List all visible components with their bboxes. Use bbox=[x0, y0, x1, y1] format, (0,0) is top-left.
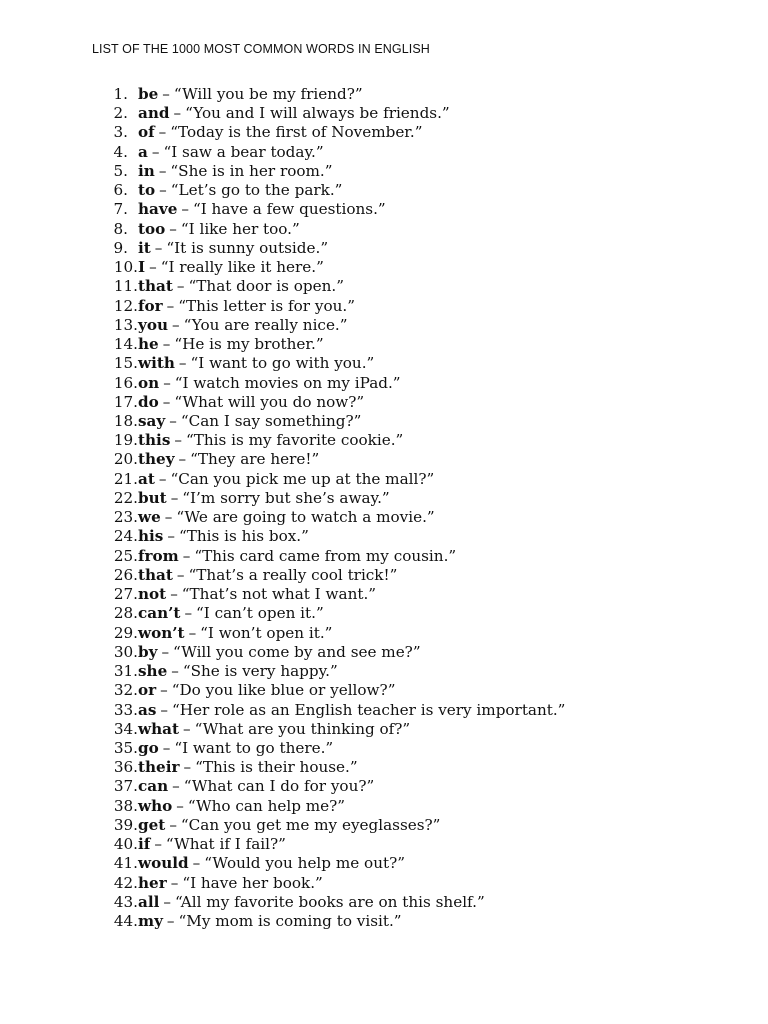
entry-word: a bbox=[138, 142, 148, 161]
list-item bbox=[92, 585, 565, 604]
list-item bbox=[92, 854, 565, 873]
entry-example: “I want to go there.” bbox=[174, 738, 334, 757]
entry-word: that bbox=[138, 565, 173, 584]
list-item bbox=[92, 566, 565, 585]
entry-dash: – bbox=[160, 700, 168, 719]
list-item bbox=[92, 258, 565, 277]
entry-example: “I have a few questions.” bbox=[192, 200, 386, 219]
entry-word: from bbox=[138, 546, 179, 565]
entry-dash: – bbox=[163, 373, 171, 392]
entry-dash: – bbox=[173, 104, 182, 123]
list-item bbox=[92, 354, 565, 373]
entry-word: would bbox=[138, 854, 189, 873]
entry-word: do bbox=[138, 392, 159, 411]
entry-number: 34. bbox=[113, 719, 138, 738]
entry-number: 23. bbox=[113, 508, 138, 527]
entry-number: 26. bbox=[113, 565, 138, 584]
entry-dash: – bbox=[178, 354, 187, 373]
entry-example: “Can you pick me up at the mall?” bbox=[170, 469, 435, 488]
entry-number: 17. bbox=[113, 392, 138, 411]
list-item bbox=[92, 297, 565, 316]
entry-number: 36. bbox=[113, 758, 138, 777]
list-item bbox=[92, 489, 565, 508]
entry-dash: – bbox=[170, 873, 179, 892]
entry-word: it bbox=[138, 238, 151, 257]
entry-example: “I can’t open it.” bbox=[196, 604, 324, 623]
entry-example: “That’s a really cool trick!” bbox=[188, 565, 398, 584]
list-item bbox=[92, 220, 565, 239]
entry-dash: – bbox=[169, 815, 177, 834]
entry-dash: – bbox=[164, 508, 173, 527]
list-item bbox=[92, 162, 565, 181]
entry-number: 38. bbox=[113, 796, 138, 815]
entry-dash: – bbox=[158, 469, 167, 488]
entry-word: all bbox=[138, 892, 160, 911]
entry-example: “This letter is for you.” bbox=[178, 296, 355, 315]
entry-dash: – bbox=[161, 642, 170, 661]
entry-number: 35. bbox=[113, 738, 138, 757]
list-item bbox=[92, 624, 565, 643]
list-item bbox=[92, 200, 565, 219]
entry-number: 10. bbox=[113, 258, 138, 277]
list-item bbox=[92, 835, 565, 854]
entry-word: too bbox=[138, 219, 166, 238]
entry-number: 29. bbox=[113, 623, 138, 642]
entry-number: 12. bbox=[113, 296, 138, 315]
entry-word: not bbox=[138, 585, 167, 604]
entry-number: 27. bbox=[113, 585, 138, 604]
entry-dash: – bbox=[184, 604, 193, 623]
list-item bbox=[92, 604, 565, 623]
entry-word: his bbox=[138, 527, 164, 546]
entry-example: “I watch movies on my iPad.” bbox=[174, 373, 401, 392]
entry-dash: – bbox=[174, 431, 182, 450]
entry-word: that bbox=[138, 277, 173, 296]
list-item bbox=[92, 277, 565, 296]
entry-example: “Would you help me out?” bbox=[204, 854, 405, 873]
entry-number: 18. bbox=[113, 411, 138, 430]
entry-example: “You and I will always be friends.” bbox=[185, 104, 450, 123]
entry-number: 4. bbox=[113, 142, 128, 161]
list-item bbox=[92, 739, 565, 758]
entry-word: who bbox=[138, 796, 173, 815]
list-item bbox=[92, 181, 565, 200]
entry-dash: – bbox=[167, 527, 175, 546]
entry-dash: – bbox=[169, 411, 177, 430]
list-item bbox=[92, 316, 565, 335]
entry-dash: – bbox=[159, 181, 167, 200]
entry-example: “That’s not what I want.” bbox=[181, 585, 377, 604]
entry-example: “This is his box.” bbox=[178, 527, 309, 546]
entry-dash: – bbox=[188, 623, 197, 642]
entry-dash: – bbox=[182, 546, 191, 565]
entry-example: “You are really nice.” bbox=[183, 315, 348, 334]
entry-dash: – bbox=[162, 85, 170, 103]
entry-dash: – bbox=[182, 719, 191, 738]
entry-example: “Today is the first of November.” bbox=[170, 123, 423, 142]
list-item bbox=[92, 123, 565, 142]
entry-example: “Who can help me?” bbox=[187, 796, 346, 815]
entry-word: to bbox=[138, 181, 156, 200]
list-item bbox=[92, 797, 565, 816]
entry-number: 44. bbox=[113, 912, 138, 931]
entry-dash: – bbox=[170, 488, 179, 507]
entry-word: my bbox=[138, 912, 163, 931]
entry-word: they bbox=[138, 450, 175, 469]
entry-example: “All my favorite books are on this shelf.” bbox=[174, 892, 485, 911]
list-item bbox=[92, 547, 565, 566]
entry-example: “What if I fail?” bbox=[165, 835, 286, 854]
entry-word: have bbox=[138, 200, 178, 219]
entry-word: can’t bbox=[138, 604, 181, 623]
entry-example: “What can I do for you?” bbox=[183, 777, 375, 796]
entry-word: in bbox=[138, 161, 155, 180]
entry-number: 20. bbox=[113, 450, 138, 469]
entry-example: “We are going to watch a movie.” bbox=[176, 508, 435, 527]
entry-example: “This is my favorite cookie.” bbox=[185, 431, 404, 450]
entry-word: we bbox=[138, 508, 161, 527]
entry-example: “I saw a bear today.” bbox=[163, 142, 324, 161]
entry-number: 22. bbox=[113, 488, 138, 507]
entry-dash: – bbox=[162, 335, 171, 354]
entry-number: 1. bbox=[113, 85, 128, 103]
list-item bbox=[92, 643, 565, 662]
entry-dash: – bbox=[169, 219, 177, 238]
entry-example: “She is very happy.” bbox=[182, 662, 338, 681]
entry-word: of bbox=[138, 123, 155, 142]
entry-example: “What will you do now?” bbox=[174, 392, 365, 411]
entry-example: “Can I say something?” bbox=[180, 411, 362, 430]
entry-word: get bbox=[138, 815, 166, 834]
entry-word: on bbox=[138, 373, 160, 392]
entry-word: by bbox=[138, 642, 158, 661]
entry-dash: – bbox=[162, 738, 171, 757]
entry-number: 13. bbox=[113, 315, 138, 334]
entry-dash: – bbox=[181, 200, 189, 219]
entry-example: “She is in her room.” bbox=[170, 161, 333, 180]
entry-example: “He is my brother.” bbox=[174, 335, 324, 354]
entry-dash: – bbox=[176, 565, 185, 584]
entry-number: 24. bbox=[113, 527, 138, 546]
entry-word: she bbox=[138, 662, 168, 681]
entry-number: 33. bbox=[113, 700, 138, 719]
entry-dash: – bbox=[166, 296, 175, 315]
entry-example: “Her role as an English teacher is very important.” bbox=[172, 700, 566, 719]
entry-dash: – bbox=[171, 662, 179, 681]
entry-word: their bbox=[138, 758, 180, 777]
list-item bbox=[92, 893, 565, 912]
entry-dash: – bbox=[158, 123, 167, 142]
entry-number: 28. bbox=[113, 604, 138, 623]
entry-number: 3. bbox=[113, 123, 128, 142]
entry-number: 5. bbox=[113, 161, 128, 180]
list-item bbox=[92, 777, 565, 796]
entry-number: 6. bbox=[113, 181, 128, 200]
entry-number: 39. bbox=[113, 815, 138, 834]
entry-number: 43. bbox=[113, 892, 138, 911]
entry-dash: – bbox=[154, 238, 163, 257]
list-item bbox=[92, 104, 565, 123]
entry-number: 40. bbox=[113, 835, 138, 854]
entry-dash: – bbox=[166, 912, 175, 931]
entry-word: can bbox=[138, 777, 169, 796]
entry-example: “Will you come by and see me?” bbox=[173, 642, 421, 661]
list-item bbox=[92, 816, 565, 835]
list-item bbox=[92, 720, 565, 739]
entry-example: “I like her too.” bbox=[180, 219, 300, 238]
entry-example: “They are here!” bbox=[190, 450, 320, 469]
entry-word: say bbox=[138, 411, 166, 430]
entry-example: “Let’s go to the park.” bbox=[170, 181, 343, 200]
entry-dash: – bbox=[172, 315, 180, 334]
entry-dash: – bbox=[154, 835, 162, 854]
list-item bbox=[92, 662, 565, 681]
entry-number: 41. bbox=[113, 854, 138, 873]
entry-number: 16. bbox=[113, 373, 138, 392]
entry-example: “Will you be my friend?” bbox=[173, 85, 363, 103]
list-item bbox=[92, 143, 565, 162]
entry-number: 37. bbox=[113, 777, 138, 796]
entry-example: “I really like it here.” bbox=[160, 258, 324, 277]
entry-number: 7. bbox=[113, 200, 128, 219]
list-item bbox=[92, 527, 565, 546]
entry-word: won’t bbox=[138, 623, 185, 642]
entry-dash: – bbox=[178, 450, 187, 469]
list-item bbox=[92, 450, 565, 469]
entry-number: 21. bbox=[113, 469, 138, 488]
entry-number: 25. bbox=[113, 546, 138, 565]
list-item bbox=[92, 874, 565, 893]
entry-word: with bbox=[138, 354, 175, 373]
list-item bbox=[92, 470, 565, 489]
list-item bbox=[92, 374, 565, 393]
entry-word: what bbox=[138, 719, 179, 738]
entry-dash: – bbox=[163, 892, 171, 911]
entry-number: 14. bbox=[113, 335, 138, 354]
entry-word: go bbox=[138, 738, 159, 757]
list-item bbox=[92, 239, 565, 258]
entry-example: “It is sunny outside.” bbox=[166, 238, 329, 257]
entry-example: “I’m sorry but she’s away.” bbox=[182, 488, 390, 507]
entry-example: “I have her book.” bbox=[182, 873, 323, 892]
entry-example: “I want to go with you.” bbox=[190, 354, 375, 373]
entry-number: 42. bbox=[113, 873, 138, 892]
entry-word: at bbox=[138, 469, 155, 488]
entry-word: I bbox=[138, 258, 146, 277]
list-item bbox=[92, 85, 565, 104]
entry-number: 9. bbox=[113, 238, 128, 257]
list-item bbox=[92, 701, 565, 720]
page-title: LIST OF THE 1000 MOST COMMON WORDS IN ENGLISH bbox=[92, 42, 430, 56]
list-item bbox=[92, 431, 565, 450]
entry-dash: – bbox=[176, 796, 184, 815]
entry-word: as bbox=[138, 700, 157, 719]
entry-example: “Can you get me my eyeglasses?” bbox=[180, 815, 441, 834]
entry-number: 15. bbox=[113, 354, 138, 373]
list-item bbox=[92, 412, 565, 431]
entry-example: “What are you thinking of?” bbox=[194, 719, 411, 738]
list-item bbox=[92, 508, 565, 527]
entry-word: for bbox=[138, 296, 163, 315]
entry-word: he bbox=[138, 335, 159, 354]
entry-dash: – bbox=[151, 142, 160, 161]
entry-dash: – bbox=[158, 161, 167, 180]
entry-number: 30. bbox=[113, 642, 138, 661]
entry-example: “This card came from my cousin.” bbox=[194, 546, 457, 565]
entry-number: 11. bbox=[113, 277, 138, 296]
entry-example: “This is their house.” bbox=[195, 758, 358, 777]
entry-number: 32. bbox=[113, 681, 138, 700]
entry-word: this bbox=[138, 431, 171, 450]
entry-word: and bbox=[138, 104, 170, 123]
entry-dash: – bbox=[172, 777, 180, 796]
list-item bbox=[92, 393, 565, 412]
entry-example: “I won’t open it.” bbox=[200, 623, 333, 642]
entry-example: “Do you like blue or yellow?” bbox=[171, 681, 396, 700]
entry-number: 31. bbox=[113, 662, 138, 681]
entry-dash: – bbox=[192, 854, 201, 873]
entry-word: if bbox=[138, 835, 151, 854]
list-item bbox=[92, 912, 565, 931]
entry-word: but bbox=[138, 488, 167, 507]
entry-word: be bbox=[138, 85, 159, 103]
list-item bbox=[92, 335, 565, 354]
entry-word: you bbox=[138, 315, 168, 334]
entry-example: “My mom is coming to visit.” bbox=[178, 912, 402, 931]
entry-word: her bbox=[138, 873, 167, 892]
entry-dash: – bbox=[160, 681, 168, 700]
list-item bbox=[92, 681, 565, 700]
entry-word: or bbox=[138, 681, 157, 700]
entry-dash: – bbox=[183, 758, 192, 777]
entry-number: 8. bbox=[113, 219, 128, 238]
entry-dash: – bbox=[149, 258, 157, 277]
entry-dash: – bbox=[170, 585, 178, 604]
entry-number: 2. bbox=[113, 104, 128, 123]
list-item bbox=[92, 758, 565, 777]
entry-dash: – bbox=[176, 277, 185, 296]
entry-dash: – bbox=[162, 392, 171, 411]
entry-number: 19. bbox=[113, 431, 138, 450]
entry-example: “That door is open.” bbox=[188, 277, 344, 296]
word-list bbox=[92, 85, 565, 931]
